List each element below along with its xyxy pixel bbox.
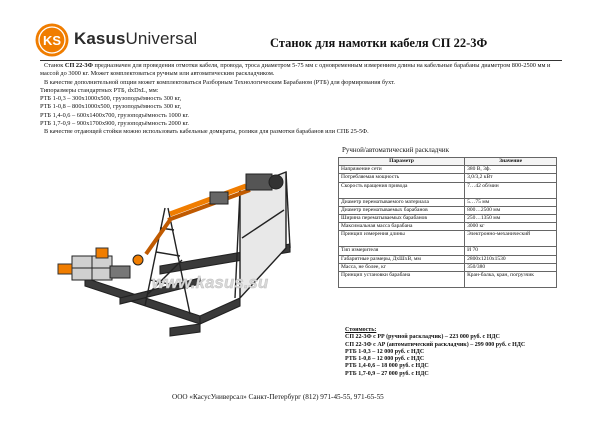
intro-paragraph-1: Станок СП 22-3Ф предназначен для проведения отмотки кабеля, провода, троса диаметром 5-75 мм с одновременным измерением длины на кабельные барабаны диаметром 800-2500 мм и массой до 3000 кг. Может комплектоваться ручным или автоматическим раскладчиком. — [40, 62, 551, 78]
table-cell-value: 7…42 об/мин — [465, 182, 557, 198]
intro-paragraph-2: В качестве дополнительной опции может комплектоваться Разборным Технологическим Барабаном (РТБ) для формирования бухт. — [44, 78, 395, 86]
table-cell-param: Принцип измерения длины — [339, 231, 465, 247]
table-row — [339, 247, 557, 255]
table-row — [339, 174, 557, 182]
table-row — [339, 255, 557, 263]
header-divider — [40, 60, 562, 61]
price-heading: Стоимость: — [345, 327, 377, 333]
length-counter — [110, 255, 143, 278]
table-cell-param: Диаметр перематываемого материала — [339, 198, 465, 206]
page-title: Станок для намотки кабеля СП 22-3Ф — [270, 36, 488, 50]
table-row — [339, 198, 557, 206]
ks-logo-icon — [34, 22, 70, 58]
table-header-value: Значение — [465, 158, 557, 166]
carriage-frame — [58, 248, 112, 280]
table-cell-param: Тип измерителя — [339, 247, 465, 255]
price-line: СП 22-3Ф с РР (ручной раскладчик) – 223 000 руб. с НДС — [345, 334, 500, 341]
table-cell-param: Масса, не более, кг — [339, 263, 465, 271]
table-cell-param: Габаритные размеры, ДхШхВ, мм — [339, 255, 465, 263]
table-cell-param: Ширина перематываемых барабанов — [339, 215, 465, 223]
rtb-item: РТБ 1-0,3 – 300х1000х500, грузоподъёмность 300 кг, — [40, 95, 182, 102]
table-cell-value: 2800х1210х1530 — [465, 255, 557, 263]
intro-paragraph-4: В качестве отдающей стойки можно использовать кабельные домкраты, ролики для размотки барабанов или СПБ 25-5Ф. — [44, 128, 369, 135]
table-cell-param: Скорость вращения привода — [339, 182, 465, 198]
table-cell-value: 3,0/3,2 кВт — [465, 174, 557, 182]
table-cell-param: Напряжение сети — [339, 166, 465, 174]
rtb-item: РТБ 1,4-0,6 – 600х1400х700, грузоподъёмность 1000 кг. — [40, 111, 189, 119]
table-cell-value: Кран-балка, кран, погрузчик — [465, 272, 557, 288]
rtb-item: РТБ 1,7-0,9 – 900х1700х900, грузоподъёмность 2000 кг. — [40, 119, 189, 127]
price-line: РТБ 1,4-0,6 – 18 000 руб. с НДС — [345, 363, 429, 370]
table-cell-value: 380 В, 3ф. — [465, 166, 557, 174]
table-row — [339, 215, 557, 223]
table-cell-param: Принцип установки барабана — [339, 272, 465, 288]
table-caption: Ручной/автоматический раскладчик — [342, 146, 450, 154]
table-cell-value: 800…2500 мм — [465, 206, 557, 214]
machine-illustration — [50, 148, 338, 348]
table-row — [339, 231, 557, 247]
table-row — [339, 272, 557, 288]
table-cell-value: 5…75 мм — [465, 198, 557, 206]
price-line: СП 22-3Ф с АР (автоматический раскладчик) – 299 000 руб. с НДС — [345, 341, 526, 348]
table-row — [339, 182, 557, 198]
spec-table — [338, 157, 557, 288]
table-cell-value: 350/380 — [465, 263, 557, 271]
table-header-param: Параметр — [339, 158, 465, 166]
table-cell-value: 250…1350 мм — [465, 215, 557, 223]
rtb-item: РТБ 1-0,8 – 800х1000х500, грузоподъёмность 300 кг, — [40, 103, 182, 111]
table-row — [339, 223, 557, 231]
table-cell-param: Максимальная масса барабана — [339, 223, 465, 231]
company-logo — [34, 22, 198, 60]
footer-contacts: ООО «КасусУниверсал» Санкт-Петербург (812) 971-45-55, 971-65-55 — [172, 393, 384, 401]
table-cell-param: Потребляемая мощность — [339, 174, 465, 182]
table-row — [339, 166, 557, 174]
logo-wordmark: KasusUniversal — [74, 29, 198, 48]
price-line: РТБ 1-0,8 – 12 000 руб. с НДС — [345, 356, 425, 363]
intro-text — [40, 62, 565, 136]
table-row — [339, 263, 557, 271]
table-cell-param: Диаметр перематываемых барабанов — [339, 206, 465, 214]
intro-paragraph-3: Типоразмеры стандартных РТБ, dxDxL, мм: — [40, 86, 159, 94]
table-row — [339, 206, 557, 214]
price-line: РТБ 1-0,3 – 12 000 руб. с НДС — [345, 348, 425, 355]
table-cell-value: Электронно-механический — [465, 231, 557, 247]
table-cell-value: И 70 — [465, 247, 557, 255]
price-line: РТБ 1,7-0,9 – 27 000 руб. с НДС — [345, 370, 429, 377]
price-list — [345, 327, 565, 378]
table-cell-value: 3000 кг — [465, 223, 557, 231]
logo-mark-text: KS — [42, 33, 62, 48]
website-watermark: www.kasus.su — [151, 273, 269, 292]
spindle-arm — [170, 186, 246, 214]
